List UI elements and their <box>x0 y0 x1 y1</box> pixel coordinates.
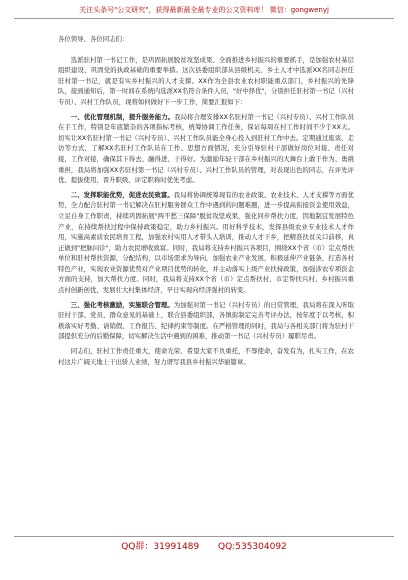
page-footer <box>14 536 394 553</box>
section-1-body: 我局将合理安排XX名驻村第一书记（兴村专员）、兴村工作队员在手工作，特别是年底繁杂的各项指标考核，统筹协调工作任务，保证每周在村工作时间不少于XX天。切实让XX名驻村第一书记（兴村专员）、兴村工作队员能全身心投入到驻村工作中去。定期通过座谈、走访等方式，了解XX名驻村工作队员在工作、思想方面情况，充分引导驻村干部做好岗位对接、责任对接，工作对接，确保其下得去、融得进、干得好。为激励年轻干部在乡村振兴的大舞台上敢于作为、勇挑重担，我局将加强XX名驻村第一书记（兴村专员）、兴村工作队员的管理，对表现出色的同志，在评先评优、提拔使用、晋升职级、评定职称时优先考虑。 <box>58 112 354 185</box>
footer-qq: QQ:535304092 <box>218 542 287 552</box>
intro-paragraph: 选派驻村第一书记工作，是巩固拓展脱贫攻坚成果、全面推进乡村振兴的重要抓手，是加强农村基层组织建设、巩固党的执政基础的重要举措。这次县委组织部从县级机关、乡土人才中选派XX名同志担任驻村第一书记，就是有实乡村振兴的人才支撑。XX作为全县农业农村职能重点部门，乡村振兴的先锋队，接到通知后，第一时间在系统内选派XX名符合条件人员，"好中择优"，分别担任驻村第一书记（兴村专员）、兴村工作队员，现将如何做好下一步工作，简要汇报如下： <box>58 55 354 106</box>
section-3 <box>58 300 354 342</box>
section-1 <box>58 112 354 186</box>
section-3-title: 三、强化考核激励，实施联合管理。 <box>70 300 174 309</box>
document-body <box>58 34 354 371</box>
section-2-body: 我局将协调统筹现有的农业政策、农业技术、人才支撑等方面优势，全力配合驻村第一书记解决在驻村服务群众工作中遇到的问题难题，进一步提高衔接资金使用效益，立足自身工作职责，持续巩固拓展"两不愁三保障"脱贫攻坚成果，强化同步帮扶力度，因地制宜发展特色产业，在持续帮扶过程中保持政策稳定，助力乡村振兴。用好科学技术，发挥县级农业专业技术人才作用，实施高素质农民培育工程，加强农村实用人才带头人培训，推动人才下乡，把精准扶贫关口前移，真正做到"把脉问诊"，助力农民增收致富。同时，我局将支持乡村振兴各项目，围绕XX个省（市）定点帮扶单位和驻村帮扶资源，分配结构，以市场需求为导向，加强农业产业发展，积极延伸产业链条，打造各村特色产业，实现农业资源优势对产业项目优势的转化，并主动落实上级产业扶持政策，加强涉农专项资金方面的支持，加大帮扶力度。同时，我局将支持XX个省（市）定点帮扶村、市定帮扶兴村、乡村振兴重点村创新创优，发展壮大村集体经济，早日实现向经济强村的转变。 <box>58 190 354 295</box>
salutation: 各位领导、各位同志们： <box>58 35 129 43</box>
closing-paragraph: 同志们，驻村工作责任重大，使命光荣、希望大家不负重托，不辱使命，奋发有为，扎实工作，在农村这片广阔天地上干出骄人业绩，努力谱写我县乡村振兴华丽篇章。 <box>58 347 354 366</box>
section-3-body: 为加强对第一书记（兴村专员）的日常管理，我局将在深入听取驻村干部、党员、群众意见的基础上，联合县委组织部，各镇街制定完善考评办法，按年度于以考核，积极落实好考勤、请销假、工作报告、纪律约束等制度。在严格管理的同时，我局与各相关部门将为驻村干部提供充分的后勤保障，切实解决生活中遇到的困难，推动第一书记（兴村专员）履职尽责。 <box>58 300 354 341</box>
section-1-title: 一、优化管理机制，提升服务能力。 <box>70 112 175 121</box>
section-2 <box>58 190 354 296</box>
page-header-banner: 关注头条号"公文研究"，获得最新最全最专业的公文资料库！ 微信：gongwenyj <box>14 6 394 19</box>
footer-qq-group: QQ群：31991489 <box>121 542 200 552</box>
section-2-title: 二、发挥职能优势，促进农民致富。 <box>70 190 174 199</box>
